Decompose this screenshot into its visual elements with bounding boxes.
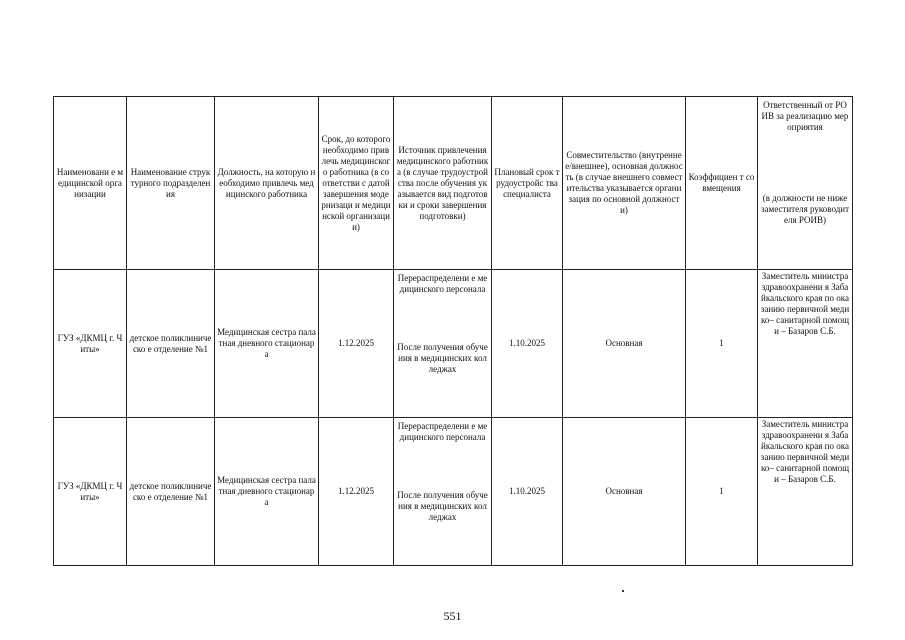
table-row (54, 270, 853, 418)
cell-planned: 1.10.2025 (492, 418, 563, 566)
cell-source (394, 270, 492, 418)
source-top: Перераспределени е медицинского персонала (397, 421, 488, 442)
cell-unit: детское поликлиническо е отделение №1 (127, 418, 215, 566)
cell-position: Медицинская сестра палатная дневного стационара (215, 418, 319, 566)
table-header-row (54, 97, 853, 270)
cell-combination: Основная (563, 270, 686, 418)
cell-responsible: Заместитель министра здравоохранени я Забайкальского края по оказанию первичной медико– санитарной помощи – Базаров С.Б. (758, 270, 853, 418)
source-bottom: После получения обучения в медицинских колледжах (397, 490, 488, 522)
cell-unit: детское поликлиническо е отделение №1 (127, 270, 215, 418)
cell-coefficient: 1 (686, 418, 758, 566)
header-unit: Наименование структурного подразделения (127, 97, 215, 270)
header-responsible-line2: (в должности не ниже заместителя руководителя РОИВ) (760, 193, 850, 225)
header-deadline: Срок, до которого необходимо привлечь медицинског о работника (в соответстви с датой завершения модернизаци и медицинской организации) (319, 97, 394, 270)
page-number: 551 (443, 609, 462, 623)
header-planned: Плановый срок трудоустройс тва специалиста (492, 97, 563, 270)
table-row (54, 418, 853, 566)
header-position: Должность, на которую необходимо привлечь медицинского работника (215, 97, 319, 270)
header-coefficient: Коэффициен т совмещения (686, 97, 758, 270)
cell-source (394, 418, 492, 566)
cell-org: ГУЗ «ДКМЦ г. Читы» (54, 418, 127, 566)
cell-responsible: Заместитель министра здравоохранени я Забайкальского края по оказанию первичной медико– санитарной помощи – Базаров С.Б. (758, 418, 853, 566)
source-top: Перераспределени е медицинского персонала (397, 273, 488, 294)
source-bottom: После получения обучения в медицинских колледжах (397, 342, 488, 374)
cell-coefficient: 1 (686, 270, 758, 418)
cell-planned: 1.10.2025 (492, 270, 563, 418)
cell-combination: Основная (563, 418, 686, 566)
cell-deadline: 1.12.2025 (319, 418, 394, 566)
header-responsible (758, 97, 853, 270)
header-responsible-line1: Ответственный от РОИВ за реализацию мероприятия (761, 100, 849, 132)
staffing-table (53, 96, 853, 566)
scan-dot (622, 590, 624, 592)
header-source: Источник привлечения медицинского работника (в случае трудоустройства после обучения указывается вид подготовки и сроки завершения подготовки) (394, 97, 492, 270)
cell-position: Медицинская сестра палатная дневного стационара (215, 270, 319, 418)
header-org: Наименовани е медицинской организации (54, 97, 127, 270)
header-combination: Совместительство (внутреннее/внешнее), основная должность (в случае внешнего совместительства указывается организация по основной должности) (563, 97, 686, 270)
cell-deadline: 1.12.2025 (319, 270, 394, 418)
cell-org: ГУЗ «ДКМЦ г. Читы» (54, 270, 127, 418)
